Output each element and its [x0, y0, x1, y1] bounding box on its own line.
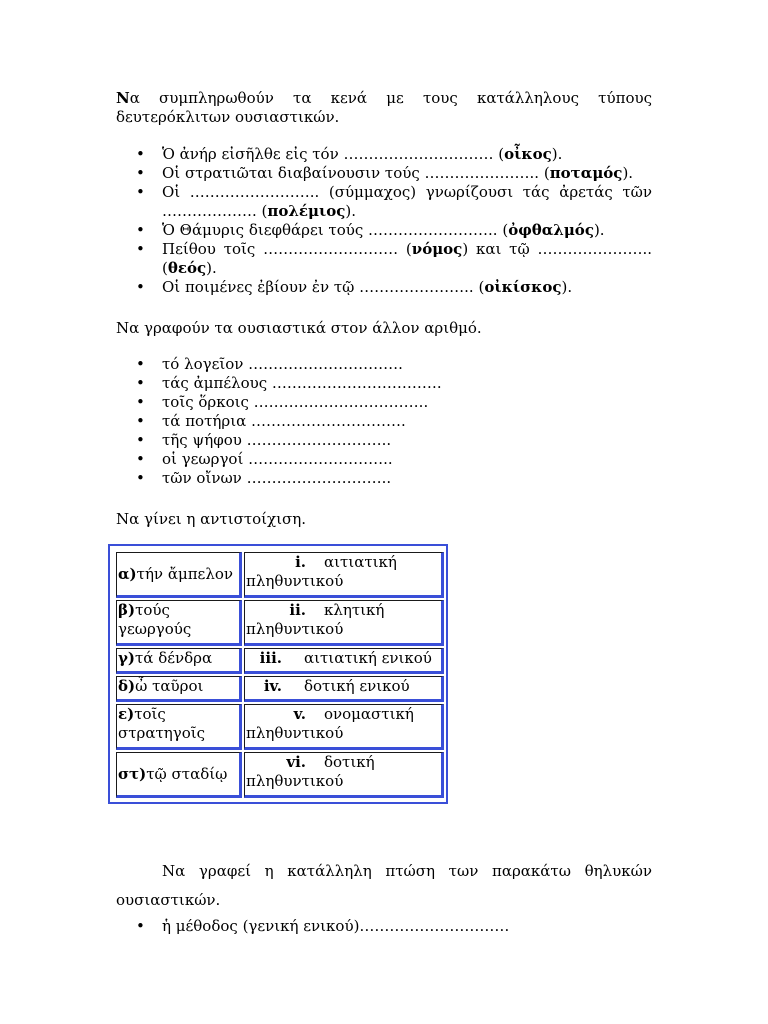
exercise-4-list — [136, 917, 652, 936]
matching-table — [108, 544, 448, 804]
table-cell-left: α)τήν ἄμπελον — [116, 552, 242, 598]
table-cell-right: i. αιτιατική πληθυντικού — [244, 552, 444, 598]
list-item: • τό λογεῖον …………………………. — [136, 355, 652, 374]
table-cell-left: ε)τοῖς στρατηγοῖς — [116, 704, 242, 750]
list-item: • Ὁ ἀνήρ εἰσῆλθε εἰς τόν ………………………… (οἶκος). — [136, 145, 652, 164]
list-item: • τοῖς ὅρκοις …………………………….. — [136, 393, 652, 412]
table-cell-left: δ)ὦ ταῦροι — [116, 676, 242, 702]
list-item: • τά ποτήρια …………………………. — [136, 412, 652, 431]
exercise-2-list — [136, 355, 652, 488]
list-item: • Ὁ Θάμυρις διεφθάρει τούς …………………….. (ὀφθαλμός). — [136, 221, 652, 240]
table-cell-right: v. ονομαστική πληθυντικού — [244, 704, 444, 750]
list-item: • Πείθου τοῖς ……………………… (νόμος) και τῷ ………………….. (θεός). — [136, 240, 652, 278]
exercise-1-instruction: Να συμπληρωθούν τα κενά με τους κατάλληλους τύπους δευτερόκλιτων ουσιαστικών. — [116, 89, 652, 126]
table-cell-right: vi. δοτική πληθυντικού — [244, 752, 444, 798]
exercise-4-instruction: Να γραφεί η κατάλληλη πτώση των παρακάτω θηλυκών ουσιαστικών. — [116, 862, 652, 909]
table-cell-right: iii. αιτιατική ενικού — [244, 648, 444, 674]
exercise-3-instruction: Να γίνει η αντιστοίχιση. — [116, 510, 307, 528]
table-cell-left: β)τούς γεωργούς — [116, 600, 242, 646]
table-cell-right: iv. δοτική ενικού — [244, 676, 444, 702]
list-item: • τῶν οἴνων ……………………….. — [136, 469, 652, 488]
list-item: • Οἱ στρατιῶται διαβαίνουσιν τούς ………………….. (ποταμός). — [136, 164, 652, 183]
list-item: • Οἱ …………………….. (σύμμαχος) γνωρίζουσι τάς ἀρετάς τῶν ………………. (πολέμιος). — [136, 183, 652, 221]
table-cell-right: ii. κλητική πληθυντικού — [244, 600, 444, 646]
list-item: • τῆς ψήφου ……………………….. — [136, 431, 652, 450]
list-item: • Οἱ ποιμένες ἐβίουν ἐν τῷ ………………….. (οἰκίσκος). — [136, 278, 652, 297]
exercise-2-instruction: Να γραφούν τα ουσιαστικά στον άλλον αριθμό. — [116, 319, 482, 337]
list-item: • ἡ μέθοδος (γενική ενικού)………………………… — [136, 917, 652, 936]
list-item: • οἱ γεωργοί ……………………….. — [136, 450, 652, 469]
table-cell-left: γ)τά δένδρα — [116, 648, 242, 674]
exercise-1-list — [136, 145, 652, 297]
table-cell-left: στ)τῷ σταδίῳ — [116, 752, 242, 798]
list-item: • τάς ἀμπέλους ……………………………. — [136, 374, 652, 393]
